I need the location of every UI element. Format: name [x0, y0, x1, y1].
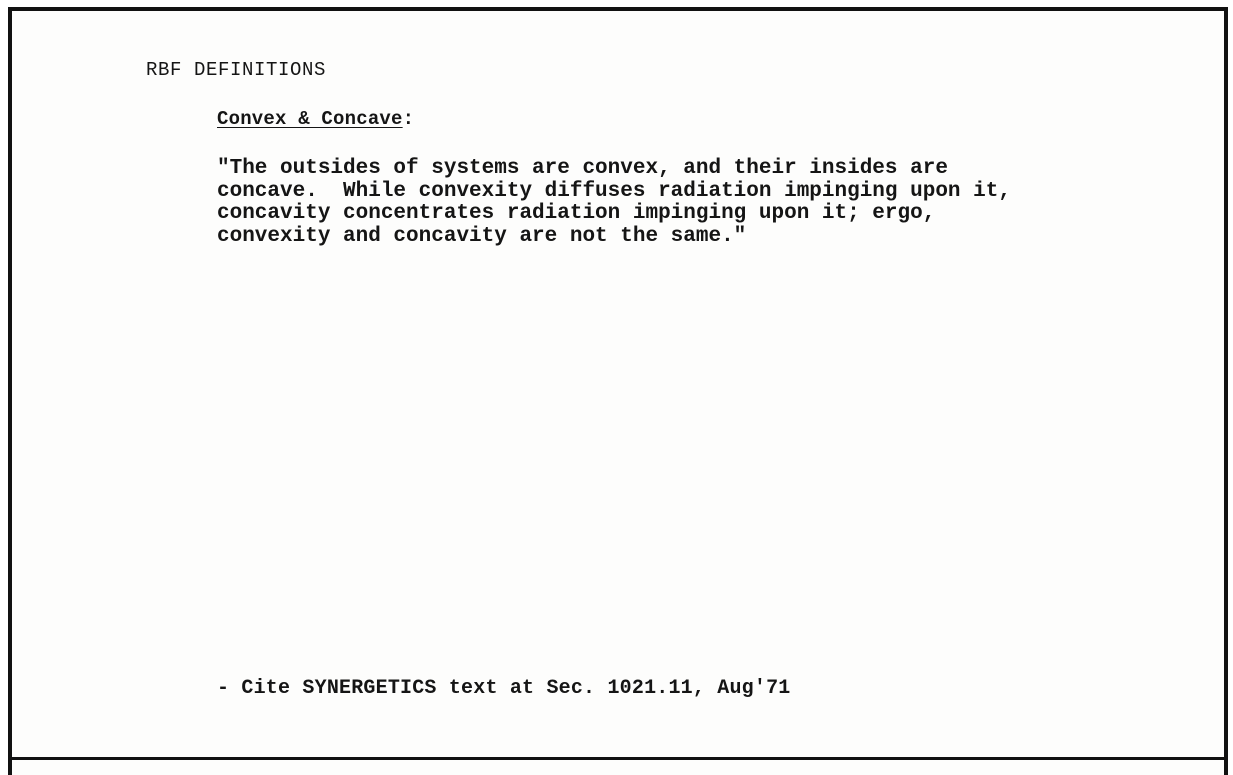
term-label: Convex & Concave: [217, 108, 403, 130]
definition-term: [217, 108, 414, 130]
card-header: RBF DEFINITIONS: [146, 59, 327, 81]
quote-line: convexity and concavity are not the same.": [217, 224, 747, 248]
quote-line: concave. While convexity diffuses radiation impinging upon it,: [217, 179, 1011, 203]
next-card-edge: [8, 758, 1228, 775]
citation: - Cite SYNERGETICS text at Sec. 1021.11, Aug'71: [217, 677, 791, 700]
definition-card: [8, 7, 1228, 760]
quote-line: "The outsides of systems are convex, and their insides are: [217, 157, 948, 180]
definition-quote: [217, 158, 1011, 248]
quote-line: concavity concentrates radiation impinging upon it; ergo,: [217, 202, 936, 225]
term-colon: :: [402, 108, 415, 130]
